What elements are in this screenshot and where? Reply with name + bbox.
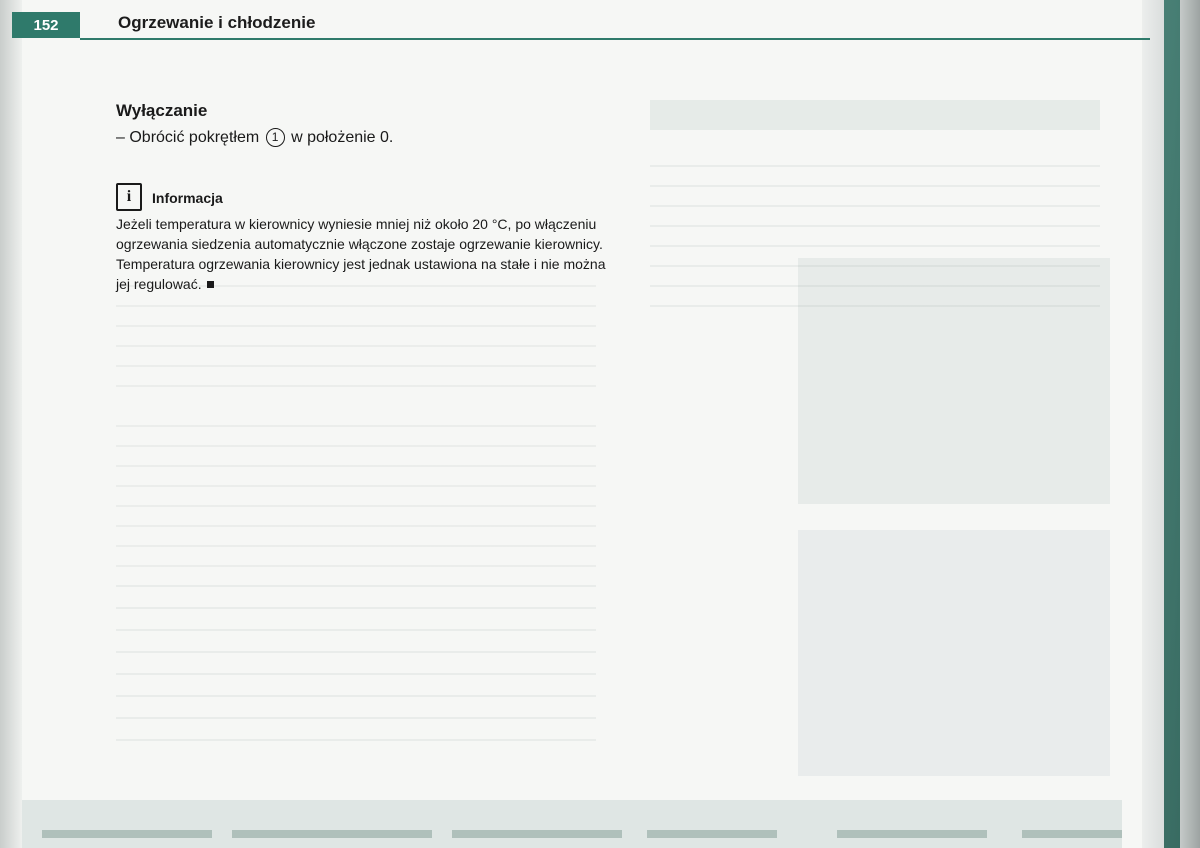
step-prefix: – Obrócić pokrętłem — [116, 129, 260, 146]
bottom-tab — [232, 830, 432, 838]
bottom-tab — [42, 830, 212, 838]
info-icon: i — [116, 183, 142, 211]
instruction-step — [116, 128, 393, 147]
bleed-through-block — [650, 165, 1100, 310]
bleed-through-block — [650, 100, 1100, 130]
page-binding-edge — [0, 0, 22, 848]
info-text — [116, 214, 606, 294]
circled-number-icon: 1 — [266, 128, 285, 147]
page-number: 152 — [12, 12, 80, 38]
bottom-tab — [837, 830, 987, 838]
step-suffix: w położenie 0. — [291, 129, 394, 146]
bleed-through-block — [116, 425, 596, 575]
bleed-through-block — [116, 585, 596, 745]
bleed-through-block — [116, 285, 596, 405]
bottom-tab-bar — [22, 800, 1122, 848]
bottom-tab — [1022, 830, 1122, 838]
bleed-figure-bottom — [798, 530, 1110, 776]
end-of-section-mark — [207, 281, 214, 288]
info-paragraph: Jeżeli temperatura w kierownicy wyniesie mniej niż około 20 °C, po włączeniu ogrzewania siedzenia automatycznie włączone zostaje ogrzewanie kierownicy. Temperatura ogrzewania kierownicy jest jednak ustawiona na stałe i nie można jej regulować. — [116, 216, 606, 292]
info-title: Informacja — [152, 190, 223, 206]
section-title: Wyłączanie — [116, 101, 208, 120]
right-margin-bar — [1164, 0, 1180, 848]
bottom-tab — [452, 830, 622, 838]
bottom-tab — [647, 830, 777, 838]
chapter-title: Ogrzewanie i chłodzenie — [118, 13, 316, 32]
header-rule — [80, 38, 1150, 40]
